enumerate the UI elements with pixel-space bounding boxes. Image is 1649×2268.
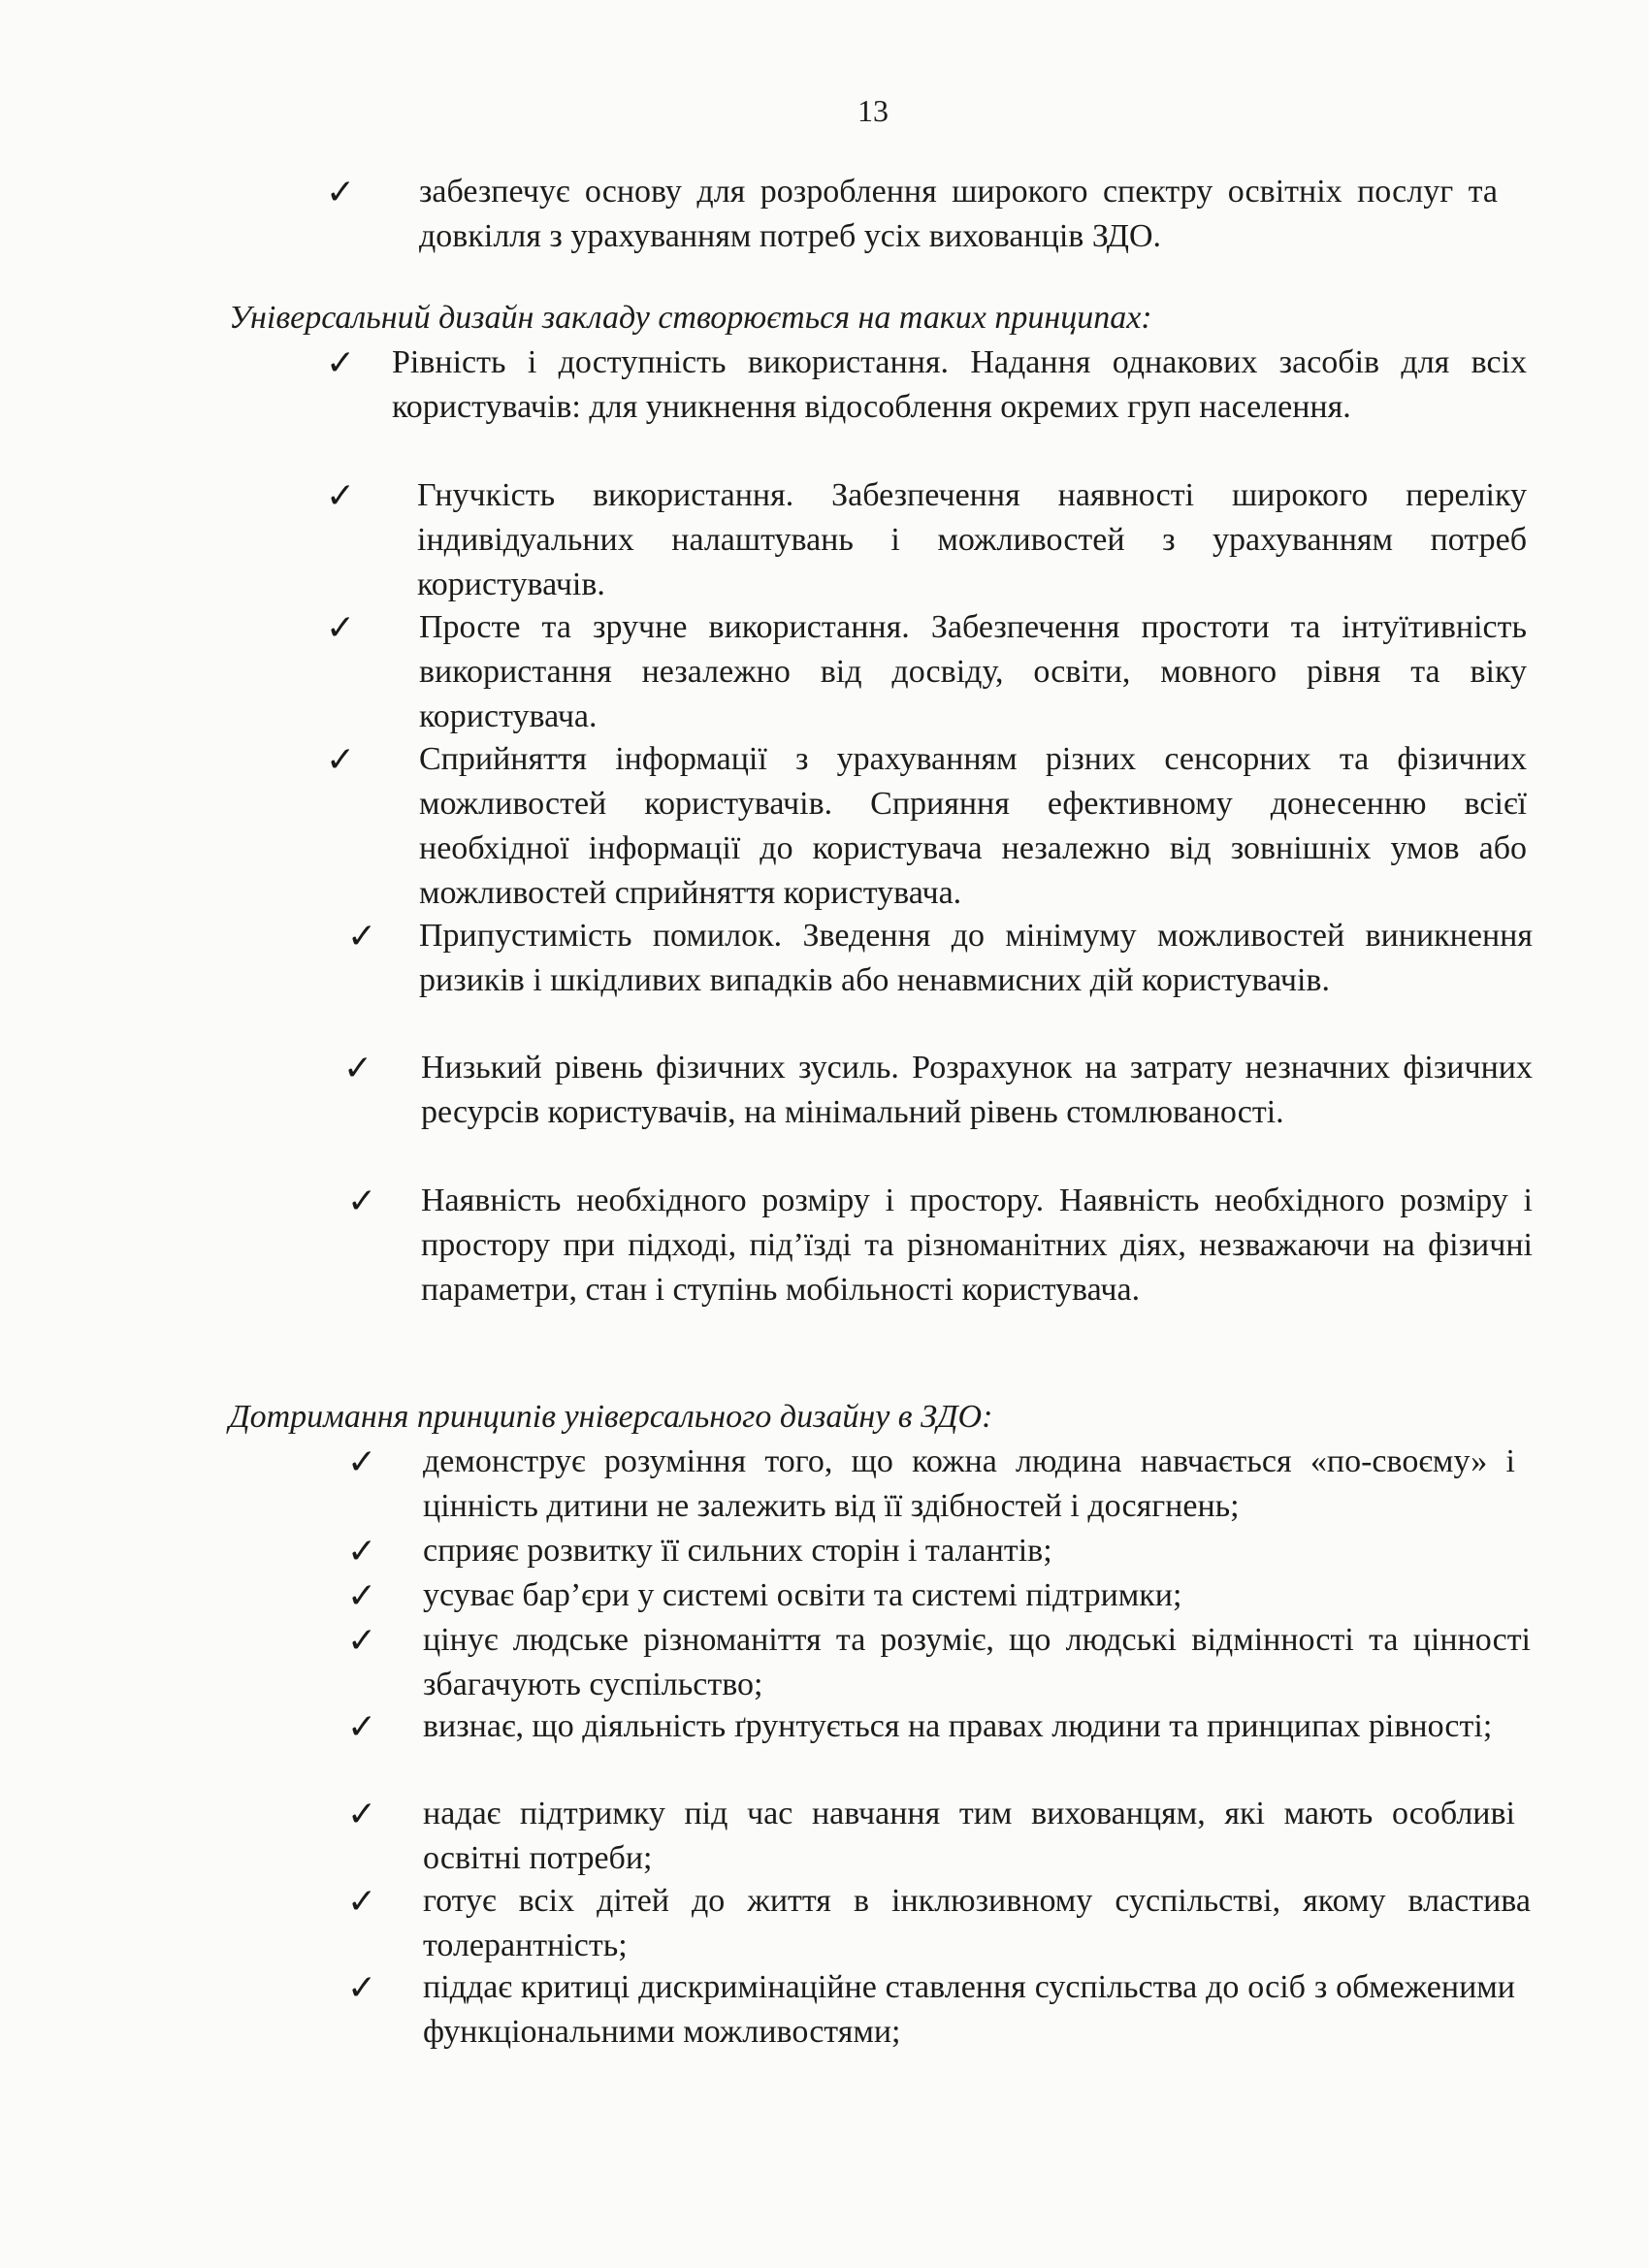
list-item-text: готує всіх дітей до життя в інклюзивному суспільстві, якому властива толерантність; bbox=[423, 1883, 1531, 1963]
list-item-text: забезпечує основу для розроблення широкого спектру освітніх послуг та довкілля з урахуванням потреб усіх вихованців ЗДО. bbox=[419, 174, 1498, 254]
list-item-text: Гнучкість використання. Забезпечення наявності широкого переліку індивідуальних налаштувань і можливостей з урахуванням потреб користувачів. bbox=[417, 477, 1527, 602]
list-item-text: демонструє розуміння того, що кожна людина навчається «по-своєму» і цінність дитини не залежить від її здібностей і досягнень; bbox=[423, 1443, 1515, 1524]
check-mark-icon: ✓ bbox=[347, 1882, 377, 1922]
check-mark-icon: ✓ bbox=[326, 343, 356, 383]
check-mark-icon: ✓ bbox=[326, 173, 356, 212]
check-mark-icon: ✓ bbox=[326, 740, 356, 780]
check-mark-icon: ✓ bbox=[347, 1442, 377, 1482]
check-mark-icon: ✓ bbox=[347, 1795, 377, 1834]
list-item-text: надає підтримку під час навчання тим вихованцям, які мають особливі освітні потреби; bbox=[423, 1796, 1515, 1876]
check-mark-icon: ✓ bbox=[326, 476, 356, 516]
list-item-text: визнає, що діяльність ґрунтується на правах людини та принципах рівності; bbox=[423, 1708, 1493, 1744]
check-mark-icon: ✓ bbox=[347, 1182, 377, 1221]
check-mark-icon: ✓ bbox=[347, 1621, 377, 1661]
check-mark-icon: ✓ bbox=[347, 917, 377, 956]
list-item-text: Наявність необхідного розміру і простору. Наявність необхідного розміру і простору при підході, під’їзді та різноманітних діях, незважаючи на фізичні параметри, стан і ступінь мобільності користувача. bbox=[421, 1183, 1533, 1308]
list-item-text: Рівність і доступність використання. Надання однакових засобів для всіх користувачів: для уникнення відособлення окремих груп населення. bbox=[392, 344, 1527, 425]
list-item-text: Сприйняття інформації з урахуванням різних сенсорних та фізичних можливостей користувачів. Сприяння ефективному донесенню всієї необхідної інформації до користувача незалежно від зовнішніх умов або можливостей сприйняття користувача. bbox=[419, 741, 1527, 911]
list-item-text: Низький рівень фізичних зусиль. Розрахунок на затрату незначних фізичних ресурсів користувачів, на мінімальний рівень стомлюваності. bbox=[421, 1050, 1533, 1130]
list-item-text: сприяє розвитку її сильних сторін і талантів; bbox=[423, 1533, 1052, 1569]
check-mark-icon: ✓ bbox=[347, 1707, 377, 1747]
check-mark-icon: ✓ bbox=[347, 1968, 377, 2008]
check-mark-icon: ✓ bbox=[326, 608, 356, 648]
check-mark-icon: ✓ bbox=[347, 1576, 377, 1616]
check-mark-icon: ✓ bbox=[347, 1532, 377, 1571]
principles-heading: Універсальний дизайн закладу створюється на таких принципах: bbox=[229, 300, 1152, 336]
list-item-text: усуває бар’єри у системі освіти та системі підтримки; bbox=[423, 1577, 1182, 1613]
list-item-text: піддає критиці дискримінаційне ставлення суспільства до осіб з обмеженими функціональними можливостями; bbox=[423, 1969, 1515, 2050]
list-item-text: цінує людське різноманіття та розуміє, що людські відмінності та цінності збагачують суспільство; bbox=[423, 1622, 1531, 1702]
list-item-text: Припустимість помилок. Зведення до мінімуму можливостей виникнення ризиків і шкідливих випадків або ненавмисних дій користувачів. bbox=[419, 918, 1533, 998]
compliance-heading: Дотримання принципів універсального дизайну в ЗДО: bbox=[229, 1399, 993, 1435]
page-number: 13 bbox=[857, 93, 889, 128]
list-item-text: Просте та зручне використання. Забезпечення простоти та інтуїтивність використання незалежно від досвіду, освіти, мовного рівня та віку користувача. bbox=[419, 609, 1527, 734]
check-mark-icon: ✓ bbox=[343, 1049, 373, 1088]
